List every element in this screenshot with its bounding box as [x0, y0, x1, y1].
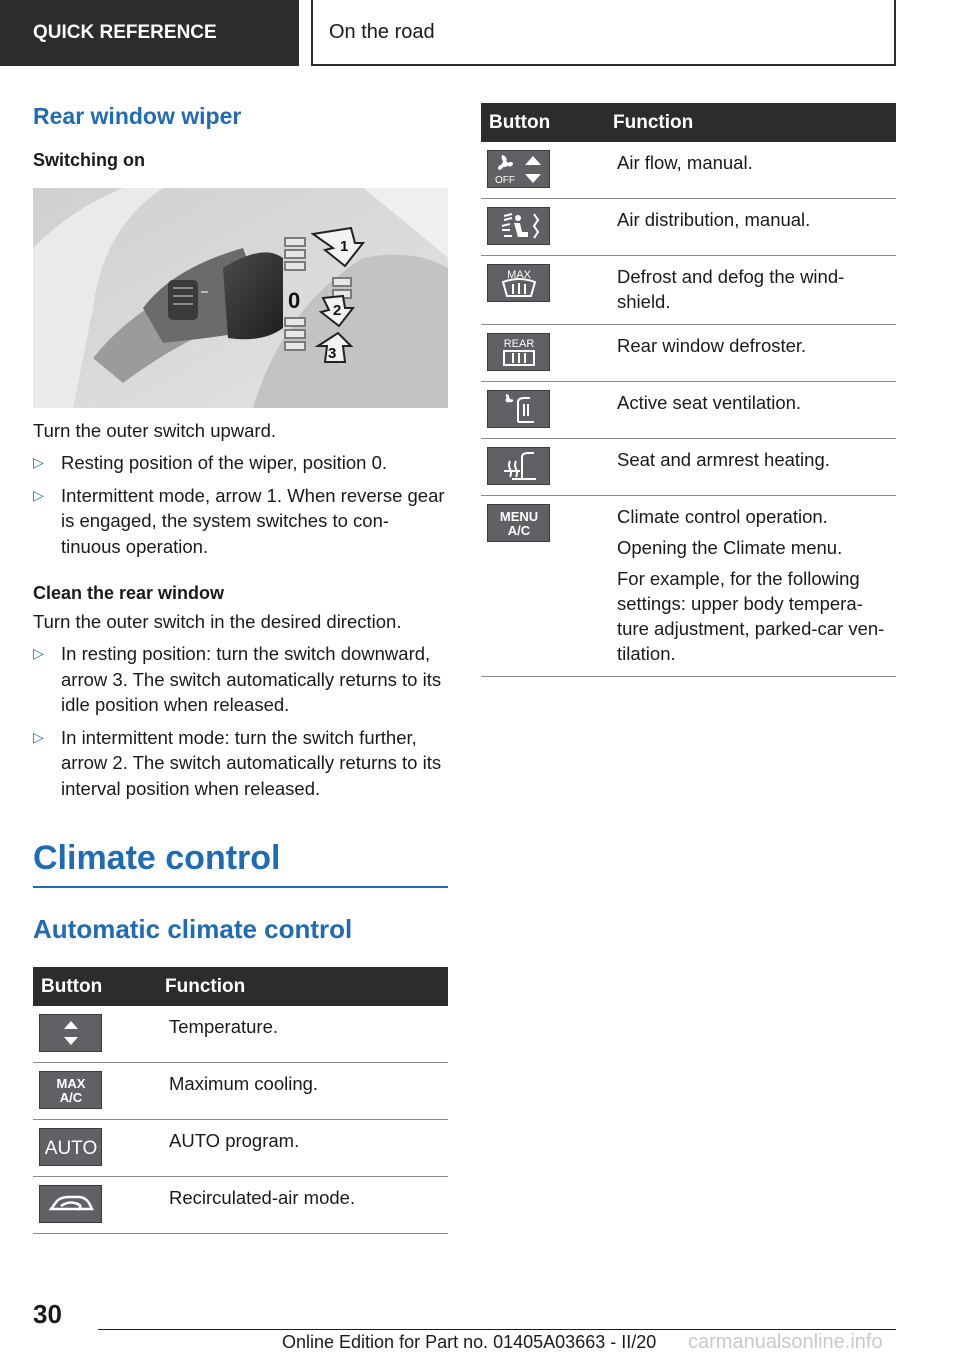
triangle-bullet-icon: ▷ — [33, 728, 44, 745]
max-ac-icon — [39, 1071, 102, 1109]
function-text: Recirculated-air mode. — [169, 1187, 356, 1208]
table-row — [481, 496, 896, 677]
clean-rear-list — [33, 641, 448, 801]
recirculated-air-icon — [39, 1185, 102, 1223]
seat-heating-icon — [487, 447, 550, 485]
auto-icon — [39, 1128, 102, 1166]
clean-rear-heading: Clean the rear window — [33, 583, 225, 603]
seat-ventilation-icon — [487, 390, 550, 428]
function-text: AUTO program. — [169, 1130, 300, 1151]
svg-text:A/C: A/C — [507, 523, 530, 538]
list-item: ▷ In intermittent mode: turn the switch further, arrow 2. The switch automatically returns to its interval position when released. — [33, 726, 442, 799]
column-header-function: Function — [157, 967, 448, 1006]
svg-text:MAX: MAX — [506, 269, 531, 281]
footer-divider — [98, 1329, 896, 1330]
list-item: ▷ In resting position: turn the switch downward, arrow 3. The switch automatically returns to its idle position when released. — [33, 643, 442, 715]
column-header-button: Button — [481, 103, 605, 142]
svg-text:MENU: MENU — [499, 509, 538, 524]
clean-rear-text: Turn the outer switch in the desired direction. — [33, 611, 402, 632]
rear-wiper-heading: Rear window wiper — [33, 103, 242, 129]
table-row — [481, 199, 896, 256]
page-header — [0, 0, 960, 66]
climate-table-left — [33, 967, 448, 1234]
svg-text:OFF: OFF — [494, 175, 515, 186]
triangle-bullet-icon: ▷ — [33, 454, 44, 470]
list-item: ▷ Intermittent mode, arrow 1. When reverse gear is engaged, the system switches to con-tinuous operation. — [33, 484, 445, 557]
table-row — [481, 325, 896, 382]
function-text: Air distribution, manual. — [617, 209, 811, 230]
air-distribution-icon — [487, 207, 550, 245]
menu-ac-icon — [487, 504, 550, 542]
fan-off-arrows-icon — [487, 150, 550, 188]
right-column — [481, 103, 896, 677]
table-row — [33, 1063, 448, 1120]
function-text: Seat and armrest heating. — [617, 449, 830, 470]
rear-defrost-icon — [487, 333, 550, 371]
climate-table-right — [481, 103, 896, 677]
position-0-label: 0 — [288, 288, 301, 313]
wiper-switch-figure — [33, 188, 448, 408]
table-row — [481, 142, 896, 199]
chapter-tab: On the road — [311, 0, 896, 66]
svg-text:MAX: MAX — [56, 1076, 85, 1091]
list-item: ▷ Resting position of the wiper, position 0. — [33, 450, 448, 476]
page-number: 30 — [33, 1299, 62, 1329]
edition-text: Online Edition for Part no. 01405A03663 - II/20 — [282, 1332, 657, 1352]
arrow-2-label: 2 — [333, 302, 342, 319]
triangle-bullet-icon: ▷ — [33, 645, 44, 661]
table-row — [481, 382, 896, 439]
function-text: Rear window defroster. — [617, 335, 807, 356]
table-row — [33, 1120, 448, 1177]
svg-text:AUTO: AUTO — [44, 1138, 97, 1159]
section-tab: QUICK REFERENCE — [0, 0, 299, 66]
function-text: Maximum cooling. — [169, 1073, 319, 1094]
switching-on-list — [33, 450, 448, 559]
switching-on-heading: Switching on — [33, 150, 145, 170]
function-text: Defrost and defog the wind-shield. — [617, 266, 845, 312]
climate-control-heading: Climate control — [33, 839, 448, 888]
column-header-function: Function — [605, 103, 896, 142]
table-row — [481, 439, 896, 496]
table-row — [481, 256, 896, 325]
left-column — [33, 100, 448, 1234]
automatic-climate-heading: Automatic climate control — [33, 914, 353, 944]
function-text: For example, for the following settings: upper body tempera-ture adjustment, parked-car ven-tilation. — [617, 568, 885, 664]
table-row — [33, 1177, 448, 1234]
max-defrost-icon — [487, 264, 550, 302]
svg-text:REAR: REAR — [503, 338, 534, 350]
table-row — [33, 1006, 448, 1063]
watermark: carmanualsonline.info — [688, 1331, 883, 1353]
function-text: Temperature. — [169, 1016, 278, 1037]
arrow-3-label: 3 — [328, 345, 337, 362]
temperature-arrows-icon — [39, 1014, 102, 1052]
function-text: Opening the Climate menu. — [617, 537, 843, 558]
arrow-1-label: 1 — [340, 238, 349, 255]
function-text: Climate control operation. — [617, 506, 828, 527]
turn-outer-text: Turn the outer switch upward. — [33, 420, 277, 441]
column-header-button: Button — [33, 967, 157, 1006]
function-text: Air flow, manual. — [617, 152, 753, 173]
svg-text:A/C: A/C — [59, 1090, 82, 1105]
triangle-bullet-icon: ▷ — [33, 486, 44, 503]
function-text: Active seat ventilation. — [617, 392, 802, 413]
